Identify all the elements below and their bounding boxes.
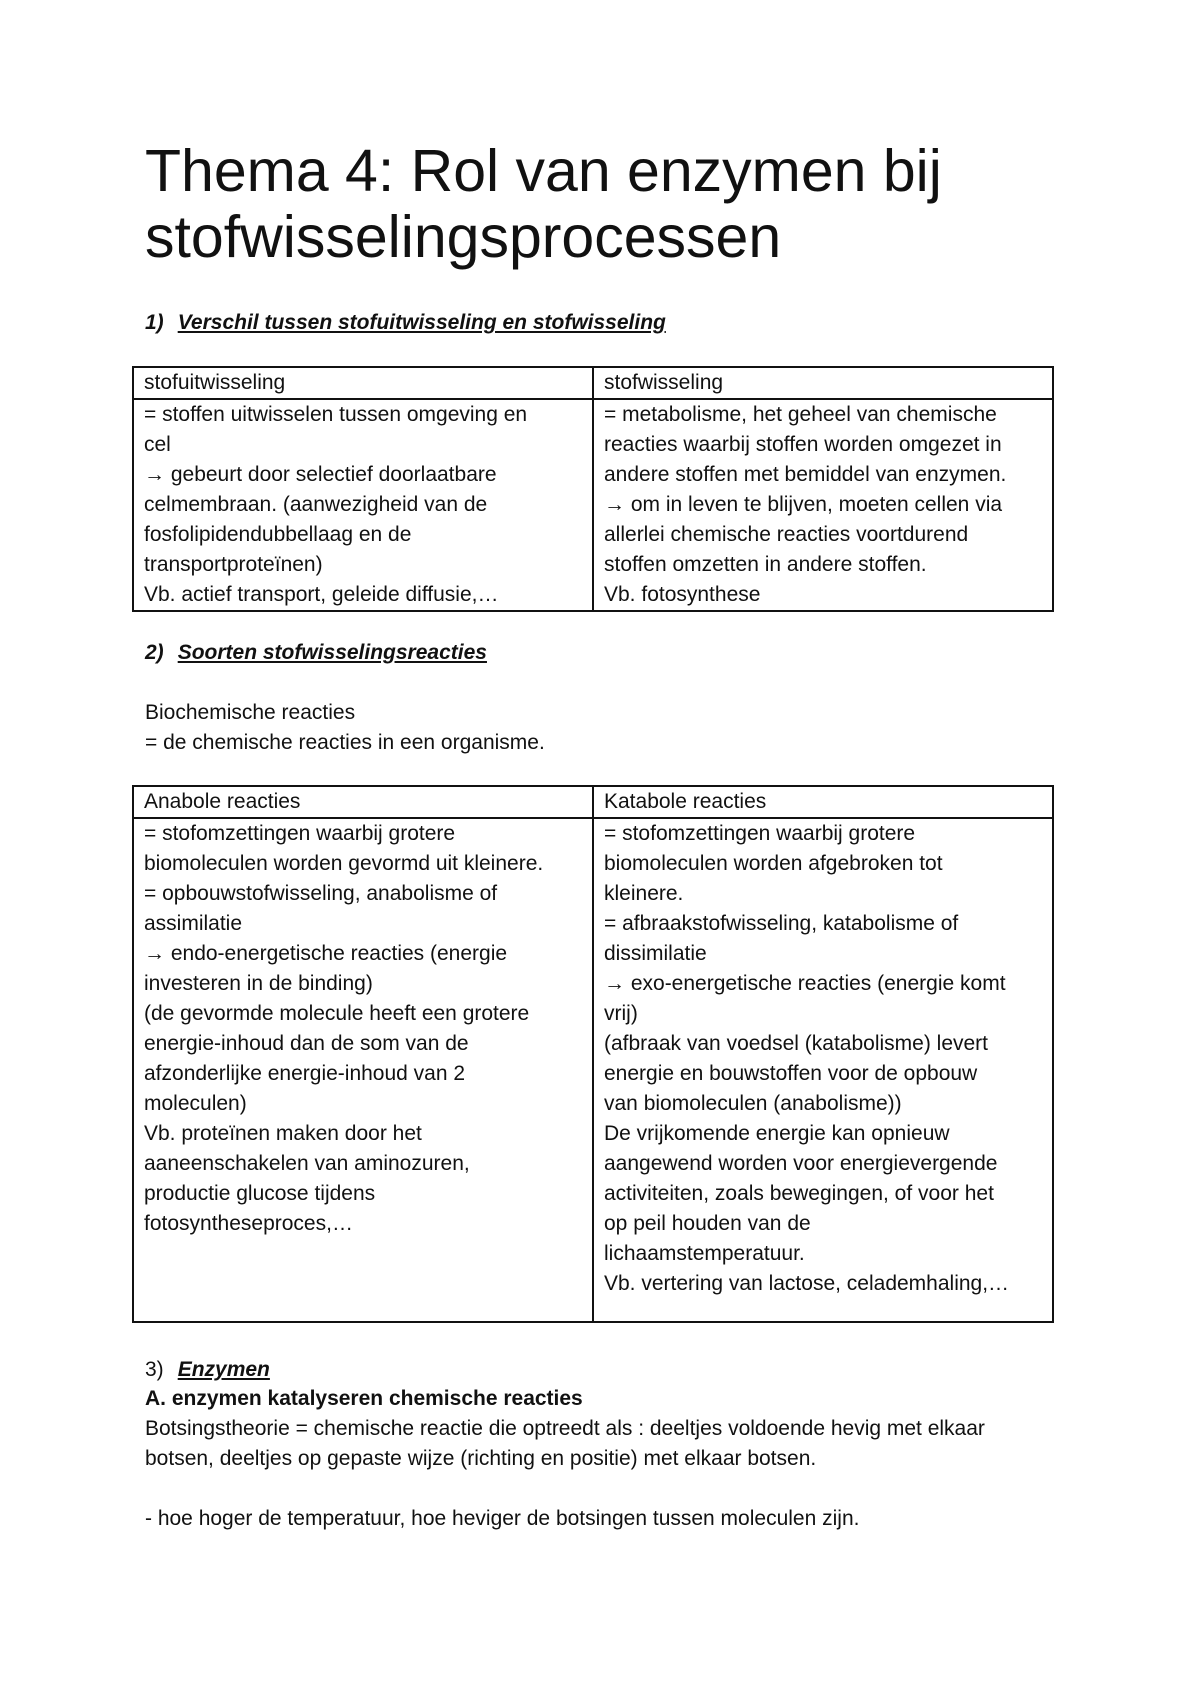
- table2-col1-line: moleculen): [144, 1092, 247, 1115]
- table2-col1-line: productie glucose tijdens: [144, 1182, 376, 1205]
- table2-col1-line: assimilatie: [144, 912, 243, 935]
- table2-col1-line: afzonderlijke energie-inhoud van 2: [144, 1062, 466, 1085]
- table1-col1-cell: [133, 399, 593, 611]
- table2-col2-line: biomoleculen worden afgebroken tot: [604, 852, 943, 875]
- table2-col1-line: → endo-energetische reacties (energie: [144, 942, 508, 965]
- section-2-heading: [145, 640, 487, 666]
- blank-line: [145, 1474, 1075, 1504]
- table1-col1-line: = stoffen uitwisselen tussen omgeving en: [144, 403, 528, 426]
- collision-theory-line-2: botsen, deeltjes op gepaste wijze (richting en positie) met elkaar botsen.: [145, 1447, 817, 1470]
- table1-col2-line: = metabolisme, het geheel van chemische: [604, 403, 997, 426]
- table1-col2-line: stoffen omzetten in andere stoffen.: [604, 553, 927, 576]
- table2-col1-line: investeren in de binding): [144, 972, 373, 995]
- biochem-intro-line-2: = de chemische reacties in een organisme.: [145, 731, 545, 754]
- table1-col1-line: transportproteïnen): [144, 553, 323, 576]
- temperature-note: - hoe hoger de temperatuur, hoe heviger de botsingen tussen moleculen zijn.: [145, 1507, 860, 1530]
- table2-col2-line: kleinere.: [604, 882, 684, 905]
- collision-theory-line-1: Botsingstheorie = chemische reactie die optreedt als : deeltjes voldoende hevig met elkaar: [145, 1417, 985, 1440]
- comparison-table-1: [132, 366, 1054, 612]
- table2-col1-line: aaneenschakelen van aminozuren,: [144, 1152, 470, 1175]
- section-2-title: Soorten stofwisselingsreacties: [177, 641, 487, 664]
- table2-col1-line: biomoleculen worden gevormd uit kleinere.: [144, 852, 544, 875]
- table2-col2-line: energie en bouwstoffen voor de opbouw: [604, 1062, 978, 1085]
- section-3-heading: [145, 1357, 270, 1383]
- table2-col2-line: = afbraakstofwisseling, katabolisme of: [604, 912, 959, 935]
- table1-col2-cell: [593, 399, 1053, 611]
- table2-col1-line: = stofomzettingen waarbij grotere: [144, 822, 456, 845]
- title-line-2: stofwisselingsprocessen: [145, 204, 782, 270]
- section-1-title: Verschil tussen stofuitwisseling en stofwisseling: [177, 311, 666, 334]
- table2-col1-cell: [133, 818, 593, 1322]
- table2-col2-line: → exo-energetische reacties (energie komt: [604, 972, 1006, 995]
- enzymes-subheading: A. enzymen katalyseren chemische reacties: [145, 1387, 583, 1410]
- table1-col2-line: andere stoffen met bemiddel van enzymen.: [604, 463, 1007, 486]
- table2-col2-cell: [593, 818, 1053, 1322]
- section-2-number: 2): [145, 641, 164, 664]
- table1-col1-line: → gebeurt door selectief doorlaatbare: [144, 463, 497, 486]
- section-1-heading: [145, 310, 666, 336]
- table2-col2-line: vrij): [604, 1002, 638, 1025]
- table1-col2-line: → om in leven te blijven, moeten cellen via: [604, 493, 1003, 516]
- table2-col1-line: energie-inhoud dan de som van de: [144, 1032, 469, 1055]
- table1-col1-header: stofuitwisseling: [133, 367, 593, 399]
- table2-col1-line: Vb. proteïnen maken door het: [144, 1122, 422, 1145]
- table2-col2-line: activiteiten, zoals bewegingen, of voor het: [604, 1182, 994, 1205]
- table2-col2-line: = stofomzettingen waarbij grotere: [604, 822, 916, 845]
- table2-col2-line: (afbraak van voedsel (katabolisme) levert: [604, 1032, 989, 1055]
- title-line-1: Thema 4: Rol van enzymen bij: [145, 138, 942, 204]
- biochem-intro-line-1: Biochemische reacties: [145, 701, 356, 724]
- table2-col2-line: lichaamstemperatuur.: [604, 1242, 805, 1265]
- table2-col2-line: op peil houden van de: [604, 1212, 811, 1235]
- table2-col2-header: Katabole reacties: [593, 786, 1053, 818]
- table2-col2-line: De vrijkomende energie kan opnieuw: [604, 1122, 950, 1145]
- table1-col2-line: Vb. fotosynthese: [604, 583, 761, 606]
- table2-col1-line: = opbouwstofwisseling, anabolisme of: [144, 882, 498, 905]
- table2-col1-line: (de gevormde molecule heeft een grotere: [144, 1002, 530, 1025]
- section-3-title: Enzymen: [177, 1358, 270, 1381]
- table2-col2-line: aangewend worden voor energievergende: [604, 1152, 998, 1175]
- table1-col1-line: celmembraan. (aanwezigheid van de: [144, 493, 488, 516]
- table2-col1-header: Anabole reacties: [133, 786, 593, 818]
- table1-col2-line: reacties waarbij stoffen worden omgezet in: [604, 433, 1002, 456]
- table1-col1-line: Vb. actief transport, geleide diffusie,…: [144, 583, 499, 606]
- table2-col2-line: Vb. vertering van lactose, celademhaling,…: [604, 1272, 1010, 1295]
- biochem-intro: [145, 698, 1075, 758]
- enzymes-body: [145, 1384, 1075, 1534]
- table1-col2-line: allerlei chemische reacties voortdurend: [604, 523, 969, 546]
- section-3-number: 3): [145, 1358, 164, 1381]
- page-title: [145, 138, 942, 270]
- section-1-number: 1): [145, 311, 164, 334]
- table2-col1-line: fotosyntheseproces,…: [144, 1212, 353, 1235]
- comparison-table-2: [132, 785, 1054, 1323]
- table1-col1-line: fosfolipidendubbellaag en de: [144, 523, 412, 546]
- table1-col2-header: stofwisseling: [593, 367, 1053, 399]
- table1-col1-line: cel: [144, 433, 171, 456]
- table2-col2-line: van biomoleculen (anabolisme)): [604, 1092, 902, 1115]
- table2-col2-line: dissimilatie: [604, 942, 707, 965]
